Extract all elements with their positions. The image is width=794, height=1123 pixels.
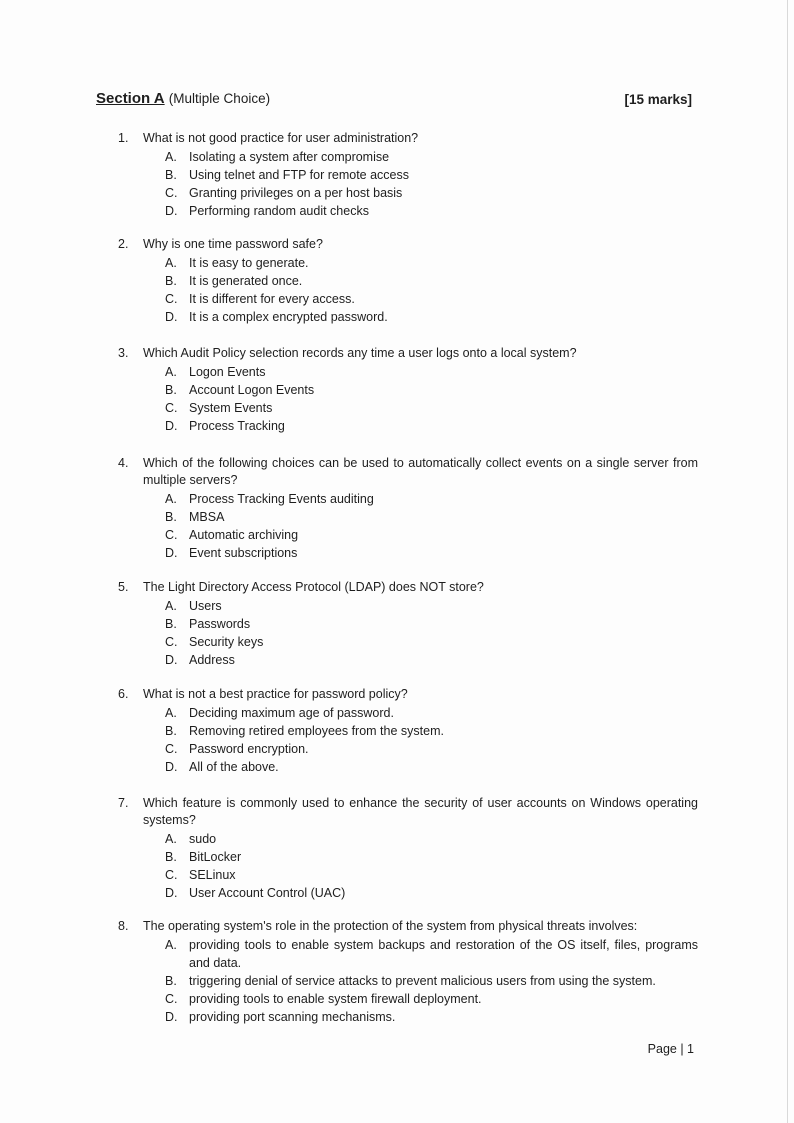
option-list xyxy=(118,254,698,326)
option-letter: D. xyxy=(165,204,178,218)
option-c xyxy=(165,990,698,1008)
option-letter: B. xyxy=(165,510,177,524)
option-a xyxy=(165,936,698,972)
question-number: 3. xyxy=(118,346,129,360)
option-c xyxy=(165,290,698,308)
option-c xyxy=(165,633,698,651)
question-stem xyxy=(118,455,698,489)
question-text: What is not a best practice for password policy? xyxy=(143,687,408,701)
option-text: Account Logon Events xyxy=(189,383,315,397)
option-letter: A. xyxy=(165,599,177,613)
option-letter: C. xyxy=(165,292,178,306)
page-edge-line xyxy=(787,0,788,1123)
question-text: Why is one time password safe? xyxy=(143,237,323,251)
option-text: Process Tracking xyxy=(189,419,285,433)
option-text: sudo xyxy=(189,832,217,846)
option-b xyxy=(165,722,698,740)
option-a xyxy=(165,704,698,722)
option-c xyxy=(165,399,698,417)
option-d xyxy=(165,544,698,562)
option-text: Granting privileges on a per host basis xyxy=(189,186,403,200)
option-letter: D. xyxy=(165,760,178,774)
section-title xyxy=(96,90,270,107)
option-text: User Account Control (UAC) xyxy=(189,886,346,900)
option-d xyxy=(165,1008,698,1026)
option-letter: A. xyxy=(165,492,177,506)
option-text: Performing random audit checks xyxy=(189,204,369,218)
option-c xyxy=(165,740,698,758)
option-text: Passwords xyxy=(189,617,251,631)
question-stem xyxy=(118,795,698,829)
question-text: What is not good practice for user administration? xyxy=(143,131,419,145)
question-6 xyxy=(118,686,698,776)
option-list xyxy=(118,597,698,669)
question-text: The operating system's role in the protection of the system from physical threats involves: xyxy=(143,919,638,933)
option-letter: B. xyxy=(165,274,177,288)
option-letter: B. xyxy=(165,724,177,738)
option-text: Users xyxy=(189,599,222,613)
question-5 xyxy=(118,579,698,669)
question-number: 7. xyxy=(118,796,129,810)
option-text: BitLocker xyxy=(189,850,242,864)
option-b xyxy=(165,166,698,184)
option-a xyxy=(165,490,698,508)
section-title-main: Section A xyxy=(96,90,165,107)
question-1 xyxy=(118,130,698,220)
option-text: Security keys xyxy=(189,635,264,649)
option-text: providing tools to enable system firewall deployment. xyxy=(189,992,482,1006)
option-text: MBSA xyxy=(189,510,225,524)
option-letter: C. xyxy=(165,528,178,542)
question-text: Which Audit Policy selection records any time a user logs onto a local system? xyxy=(143,346,577,360)
option-text: Automatic archiving xyxy=(189,528,299,542)
option-d xyxy=(165,202,698,220)
question-stem xyxy=(118,345,698,362)
option-d xyxy=(165,884,698,902)
option-letter: C. xyxy=(165,868,178,882)
option-text: SELinux xyxy=(189,868,236,882)
option-c xyxy=(165,184,698,202)
option-text: It is generated once. xyxy=(189,274,303,288)
option-list xyxy=(118,704,698,776)
option-letter: B. xyxy=(165,383,177,397)
question-2 xyxy=(118,236,698,326)
question-text: The Light Directory Access Protocol (LDAP) does NOT store? xyxy=(143,580,484,594)
section-marks: [15 marks] xyxy=(624,92,692,107)
option-a xyxy=(165,363,698,381)
option-letter: B. xyxy=(165,617,177,631)
question-8 xyxy=(118,918,698,1026)
option-text: providing port scanning mechanisms. xyxy=(189,1010,396,1024)
question-number: 2. xyxy=(118,237,129,251)
option-letter: A. xyxy=(165,150,177,164)
option-text: Event subscriptions xyxy=(189,546,298,560)
option-d xyxy=(165,758,698,776)
option-text: Password encryption. xyxy=(189,742,309,756)
question-stem xyxy=(118,579,698,596)
option-text: All of the above. xyxy=(189,760,279,774)
option-letter: C. xyxy=(165,186,178,200)
option-b xyxy=(165,272,698,290)
option-text: Removing retired employees from the system. xyxy=(189,724,444,738)
question-7 xyxy=(118,795,698,902)
option-letter: B. xyxy=(165,168,177,182)
section-header xyxy=(96,90,692,110)
option-b xyxy=(165,972,698,990)
question-number: 4. xyxy=(118,456,129,470)
option-list xyxy=(118,936,698,1026)
question-stem xyxy=(118,130,698,147)
option-list xyxy=(118,148,698,220)
option-b xyxy=(165,381,698,399)
option-text: Address xyxy=(189,653,235,667)
option-letter: C. xyxy=(165,992,178,1006)
question-stem xyxy=(118,236,698,253)
option-text: Process Tracking Events auditing xyxy=(189,492,374,506)
question-stem xyxy=(118,918,698,935)
question-text: Which of the following choices can be used to automatically collect events on a single server from multiple servers? xyxy=(143,456,698,487)
section-title-subtitle: (Multiple Choice) xyxy=(168,91,271,106)
option-b xyxy=(165,848,698,866)
option-text: Logon Events xyxy=(189,365,266,379)
option-b xyxy=(165,615,698,633)
option-a xyxy=(165,830,698,848)
option-letter: A. xyxy=(165,706,177,720)
option-letter: C. xyxy=(165,635,178,649)
option-list xyxy=(118,830,698,902)
option-b xyxy=(165,508,698,526)
option-a xyxy=(165,148,698,166)
option-d xyxy=(165,417,698,435)
question-4 xyxy=(118,455,698,562)
option-a xyxy=(165,597,698,615)
option-letter: C. xyxy=(165,401,178,415)
option-letter: A. xyxy=(165,938,177,952)
option-a xyxy=(165,254,698,272)
option-letter: A. xyxy=(165,256,177,270)
option-letter: D. xyxy=(165,419,178,433)
option-letter: A. xyxy=(165,832,177,846)
option-text: providing tools to enable system backups and restoration of the OS itself, files, programs and data. xyxy=(189,938,698,970)
option-list xyxy=(118,490,698,562)
option-letter: D. xyxy=(165,546,178,560)
question-number: 5. xyxy=(118,580,129,594)
option-letter: C. xyxy=(165,742,178,756)
question-number: 8. xyxy=(118,919,129,933)
option-letter: B. xyxy=(165,850,177,864)
question-text: Which feature is commonly used to enhance the security of user accounts on Windows operating systems? xyxy=(143,796,698,827)
option-d xyxy=(165,651,698,669)
option-letter: D. xyxy=(165,1010,178,1024)
option-text: It is different for every access. xyxy=(189,292,355,306)
question-number: 6. xyxy=(118,687,129,701)
option-text: It is easy to generate. xyxy=(189,256,309,270)
page-number: Page | 1 xyxy=(647,1042,694,1056)
option-letter: B. xyxy=(165,974,177,988)
option-text: System Events xyxy=(189,401,273,415)
option-text: Using telnet and FTP for remote access xyxy=(189,168,410,182)
option-letter: D. xyxy=(165,886,178,900)
question-stem xyxy=(118,686,698,703)
option-text: Deciding maximum age of password. xyxy=(189,706,394,720)
option-text: Isolating a system after compromise xyxy=(189,150,390,164)
option-text: triggering denial of service attacks to prevent malicious users from using the system. xyxy=(189,974,656,988)
option-text: It is a complex encrypted password. xyxy=(189,310,388,324)
question-number: 1. xyxy=(118,131,129,145)
question-3 xyxy=(118,345,698,435)
option-letter: D. xyxy=(165,310,178,324)
option-list xyxy=(118,363,698,435)
option-c xyxy=(165,866,698,884)
option-letter: D. xyxy=(165,653,178,667)
option-c xyxy=(165,526,698,544)
option-letter: A. xyxy=(165,365,177,379)
option-d xyxy=(165,308,698,326)
